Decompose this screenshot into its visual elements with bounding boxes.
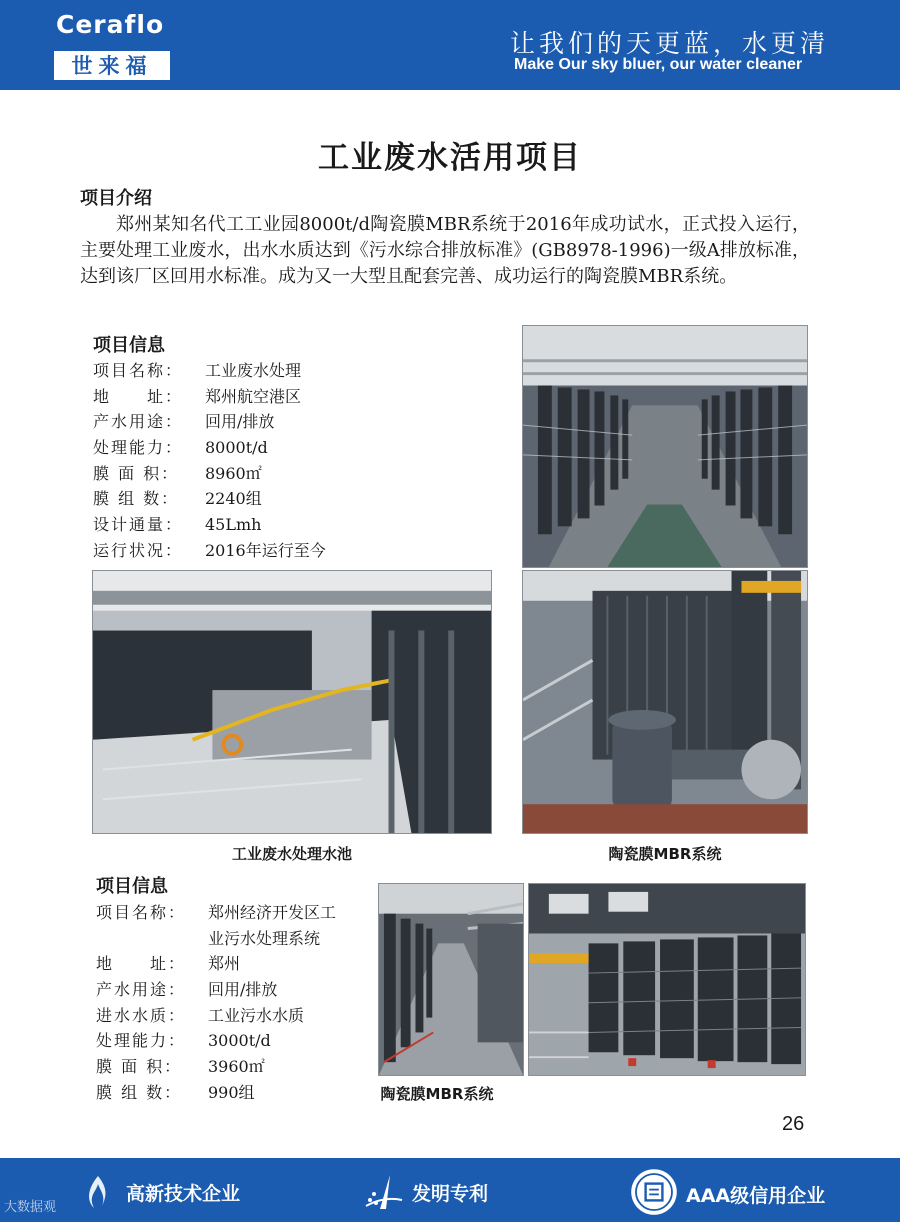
footer-patent	[364, 1172, 488, 1212]
footer-credit-label: AAA级信用企业	[686, 1184, 826, 1207]
info-row	[96, 951, 376, 977]
info-row	[96, 1028, 376, 1054]
info-label: 地 址：	[93, 386, 184, 406]
info-label: 膜 面 积：	[93, 463, 180, 483]
info-label-spacer	[96, 926, 208, 952]
pool-caption: 工业废水处理水池	[231, 845, 352, 863]
intro-text: 郑州某知名代工工业园8000t/d陶瓷膜MBR系统于2016年成功试水，正式投入运行，主要处理工业废水，出水水质达到《污水综合排放标准》(GB8978-1996)一级A排放标准，达到该厂区回用水标准。成为又一大型且配套完善、成功运行的陶瓷膜MBR系统。	[80, 214, 810, 287]
patent-star-icon	[364, 1172, 404, 1212]
info-value: 工业污水水质	[208, 1005, 305, 1025]
info-value: 郑州	[208, 954, 241, 974]
mbr-caption-2: 陶瓷膜MBR系统	[380, 1085, 494, 1103]
mbr-corridor-photo-2	[378, 883, 524, 1076]
info-label: 运行状况：	[93, 540, 184, 560]
info-value: 2240组	[205, 489, 262, 509]
project1-heading: 项目信息	[93, 335, 165, 356]
info-label: 项目名称：	[93, 361, 184, 380]
info-row	[96, 1054, 376, 1080]
logo-chinese: 世来福	[54, 51, 170, 80]
info-label: 处理能力：	[96, 1031, 187, 1051]
info-row	[93, 358, 413, 384]
info-value: 990组	[208, 1082, 255, 1102]
mbr-caption-1: 陶瓷膜MBR系统	[608, 845, 722, 863]
page-title: 工业废水活用项目	[318, 140, 582, 176]
info-row	[93, 461, 413, 487]
info-label: 膜 面 积：	[96, 1057, 183, 1077]
info-label: 设计通量：	[93, 515, 184, 535]
mbr-pump-photo	[522, 570, 808, 834]
info-value: 45Lmh	[205, 515, 262, 535]
info-value: 工业废水处理	[205, 361, 302, 380]
info-label: 地 址：	[96, 954, 187, 974]
info-value: 2016年运行至今	[205, 540, 326, 560]
info-row	[96, 900, 376, 926]
project2-info-list	[96, 900, 376, 1106]
footer-patent-label: 发明专利	[412, 1182, 489, 1205]
credit-seal-icon	[630, 1168, 678, 1216]
info-row	[93, 538, 413, 564]
footer-hightech-label: 高新技术企业	[126, 1182, 241, 1205]
info-label: 产水用途：	[96, 980, 187, 1000]
wastewater-pool-photo	[92, 570, 492, 834]
info-label: 项目名称：	[96, 903, 187, 922]
info-value: 3960㎡	[208, 1057, 265, 1077]
info-row	[93, 409, 413, 435]
mbr-modules-photo	[528, 883, 806, 1076]
info-row	[93, 486, 413, 512]
logo-text: Ceraflo	[56, 10, 165, 39]
info-value: 3000t/d	[208, 1031, 271, 1051]
info-value: 8000t/d	[205, 438, 268, 458]
slogan-english: Make Our sky bluer, our water cleaner	[514, 56, 803, 73]
info-value: 郑州经济开发区工	[208, 903, 337, 922]
info-label: 膜 组 数：	[93, 489, 180, 509]
info-label: 产水用途：	[93, 412, 184, 432]
page-number: 26	[782, 1113, 805, 1135]
info-row	[93, 384, 413, 410]
footer-hightech	[78, 1172, 240, 1212]
footer-bar	[0, 1158, 900, 1222]
watermark: 大数据观	[4, 1200, 57, 1215]
info-row	[96, 977, 376, 1003]
info-value: 回用/排放	[205, 412, 275, 432]
intro-heading: 项目介绍	[80, 188, 152, 209]
project1-info-list	[93, 358, 413, 564]
info-value: 8960㎡	[205, 463, 262, 483]
header-bar	[0, 0, 900, 90]
slogan-chinese: 让我们的天更蓝，水更清	[510, 29, 830, 58]
info-row	[93, 512, 413, 538]
info-row	[96, 1003, 376, 1029]
info-row	[96, 1080, 376, 1106]
info-row	[96, 926, 376, 952]
flame-icon	[78, 1172, 118, 1212]
info-value: 回用/排放	[208, 980, 278, 1000]
mbr-corridor-photo	[522, 325, 808, 568]
info-label: 处理能力：	[93, 438, 184, 458]
info-value: 郑州航空港区	[205, 386, 302, 406]
info-label: 膜 组 数：	[96, 1082, 183, 1102]
info-value-continued: 业污水处理系统	[208, 928, 321, 948]
info-label: 进水水质：	[96, 1005, 187, 1025]
intro-paragraph	[80, 212, 810, 290]
footer-credit	[630, 1172, 825, 1216]
info-row	[93, 435, 413, 461]
project2-heading: 项目信息	[96, 876, 168, 897]
